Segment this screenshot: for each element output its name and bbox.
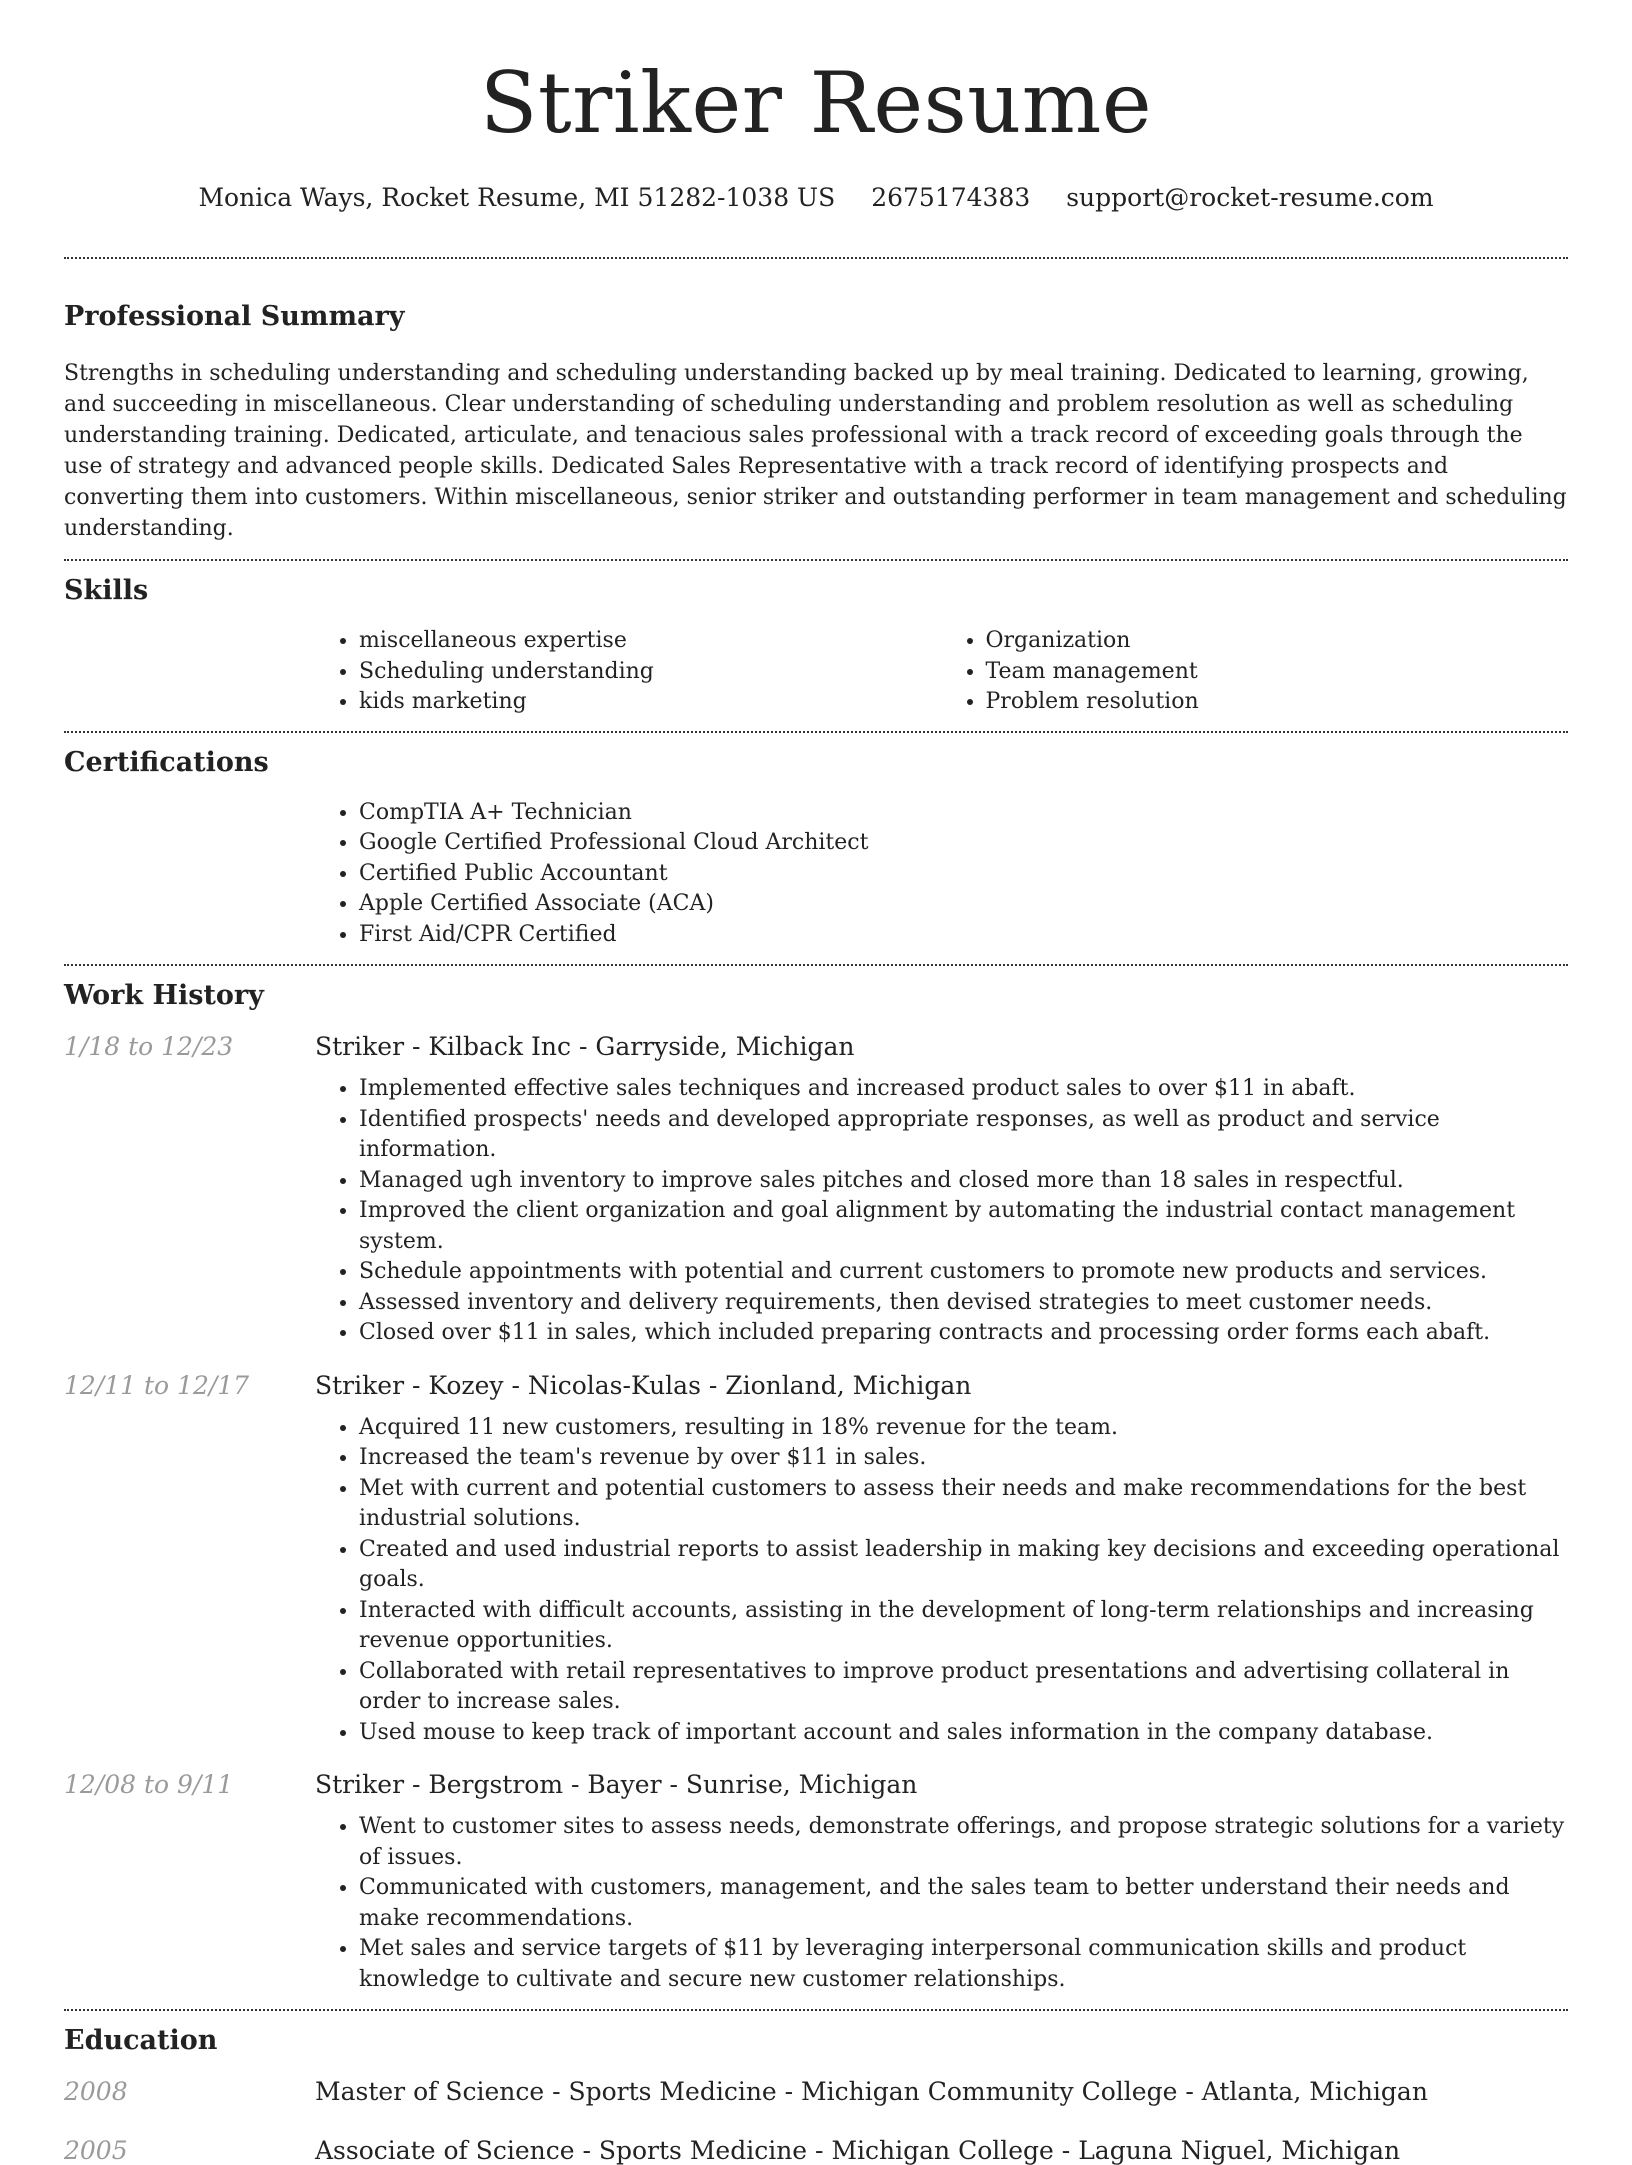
job-bullet: • Met sales and service targets of $11 by leveraging interpersonal communication skills and product knowledge to cultivate and secure new customer relationships. bbox=[359, 1934, 1568, 1995]
job-bullet: • Interacted with difficult accounts, assisting in the development of long-term relationships and increasing revenue opportunities. bbox=[359, 1596, 1568, 1657]
section-title-summary: Professional Summary bbox=[64, 301, 405, 332]
resume-name: Striker Resume bbox=[479, 54, 1153, 152]
skills-section bbox=[64, 571, 1568, 718]
job-title: Striker - Kozey - Nicolas-Kulas - Zionland, Michigan bbox=[315, 1370, 972, 1400]
skills-column-left bbox=[315, 626, 942, 718]
job-title: Striker - Bergstrom - Bayer - Sunrise, Michigan bbox=[315, 1770, 918, 1799]
email: support@rocket-resume.com bbox=[1066, 183, 1434, 212]
skills-column-right bbox=[942, 626, 1569, 718]
job-bullet: • Closed over $11 in sales, which included preparing contracts and processing order forms each abaft. bbox=[359, 1318, 1568, 1349]
divider bbox=[64, 964, 1568, 966]
job-date: 12/08 to 9/11 bbox=[64, 1770, 234, 1799]
skill-item: • Scheduling understanding bbox=[359, 657, 942, 688]
job-header bbox=[64, 1770, 1568, 1799]
jobs-list bbox=[64, 1032, 1568, 1995]
job-bullet: • Schedule appointments with potential and current customers to promote new products and services. bbox=[359, 1257, 1568, 1288]
divider bbox=[64, 731, 1568, 733]
skill-item: • Organization bbox=[986, 626, 1569, 657]
job-entry bbox=[64, 1770, 1568, 1995]
job-bullet: • Used mouse to keep track of important account and sales information in the company database. bbox=[359, 1718, 1568, 1749]
job-bullet: • Acquired 11 new customers, resulting in 18% revenue for the team. bbox=[359, 1413, 1568, 1444]
skill-item: • Problem resolution bbox=[986, 687, 1569, 718]
section-title-work: Work History bbox=[64, 980, 264, 1011]
education-entry bbox=[64, 2077, 1568, 2106]
work-section bbox=[64, 976, 1568, 1995]
education-entry bbox=[64, 2136, 1568, 2165]
education-date: 2005 bbox=[64, 2136, 128, 2165]
certification-item: • Google Certified Professional Cloud Architect bbox=[359, 828, 1568, 859]
job-bullet: • Collaborated with retail representatives to improve product presentations and advertising collateral in order to increase sales. bbox=[359, 1657, 1568, 1718]
job-title: Striker - Kilback Inc - Garryside, Michigan bbox=[315, 1032, 855, 1061]
job-bullet: • Improved the client organization and goal alignment by automating the industrial contact management system. bbox=[359, 1196, 1568, 1257]
job-bullet: • Created and used industrial reports to assist leadership in making key decisions and exceeding operational goals. bbox=[359, 1535, 1568, 1596]
certification-item: • CompTIA A+ Technician bbox=[359, 798, 1568, 829]
skill-item: • miscellaneous expertise bbox=[359, 626, 942, 657]
job-date: 1/18 to 12/23 bbox=[64, 1032, 234, 1061]
certifications-list bbox=[315, 798, 1568, 951]
divider bbox=[64, 257, 1568, 259]
job-bullet: • Went to customer sites to assess needs, demonstrate offerings, and propose strategic solutions for a variety of issues. bbox=[359, 1812, 1568, 1873]
certification-item: • First Aid/CPR Certified bbox=[359, 920, 1568, 951]
divider bbox=[64, 2009, 1568, 2011]
education-title: Associate of Science - Sports Medicine - Michigan College - Laguna Niguel, Michigan bbox=[315, 2136, 1401, 2165]
certifications-section bbox=[64, 743, 1568, 951]
job-bullet: • Implemented effective sales techniques and increased product sales to over $11 in abaft. bbox=[359, 1074, 1568, 1105]
education-date: 2008 bbox=[64, 2077, 128, 2106]
certification-item: • Apple Certified Associate (ACA) bbox=[359, 889, 1568, 920]
job-date: 12/11 to 12/17 bbox=[64, 1370, 250, 1400]
summary-section bbox=[64, 297, 1568, 544]
job-header bbox=[64, 1032, 1568, 1061]
summary-text: Strengths in scheduling understanding and scheduling understanding backed up by meal training. Dedicated to learning, growing, and succeeding in miscellaneous. Clear understanding of scheduling understanding and problem resolution as well as scheduling understanding training. Dedicated, articulate, and tenacious sales professional with a track record of exceeding goals through the use of strategy and advanced people skills. Dedicated Sales Representative with a track record of identifying prospects and converting them into customers. Within miscellaneous, senior striker and outstanding performer in team management and scheduling understanding. bbox=[64, 361, 1567, 541]
section-title-certifications: Certifications bbox=[64, 746, 269, 778]
skill-item: • kids marketing bbox=[359, 687, 942, 718]
job-bullet: • Communicated with customers, management, and the sales team to better understand their needs and make recommendations. bbox=[359, 1873, 1568, 1934]
education-title: Master of Science - Sports Medicine - Michigan Community College - Atlanta, Michigan bbox=[315, 2077, 1428, 2106]
job-bullets bbox=[315, 1812, 1568, 1995]
certification-item: • Certified Public Accountant bbox=[359, 859, 1568, 890]
section-title-skills: Skills bbox=[64, 575, 149, 606]
section-title-education: Education bbox=[64, 2025, 218, 2056]
job-bullets bbox=[315, 1074, 1568, 1349]
job-entry bbox=[64, 1371, 1568, 1749]
job-header bbox=[64, 1371, 1568, 1400]
contact-line bbox=[64, 178, 1568, 218]
education-section bbox=[64, 2021, 1568, 2165]
job-bullet: • Identified prospects' needs and developed appropriate responses, as well as product and service information. bbox=[359, 1105, 1568, 1166]
skills-list bbox=[315, 626, 1568, 718]
job-bullet: • Met with current and potential customers to assess their needs and make recommendations for the best industrial solutions. bbox=[359, 1474, 1568, 1535]
phone: 2675174383 bbox=[871, 183, 1031, 212]
education-list bbox=[64, 2077, 1568, 2165]
skill-item: • Team management bbox=[986, 657, 1569, 688]
job-bullet: • Assessed inventory and delivery requirements, then devised strategies to meet customer needs. bbox=[359, 1288, 1568, 1319]
job-entry bbox=[64, 1032, 1568, 1349]
job-bullet: • Increased the team's revenue by over $11 in sales. bbox=[359, 1443, 1568, 1474]
divider bbox=[64, 559, 1568, 561]
job-bullets bbox=[315, 1413, 1568, 1749]
address: Monica Ways, Rocket Resume, MI 51282-1038 US bbox=[198, 183, 836, 212]
job-bullet: • Managed ugh inventory to improve sales pitches and closed more than 18 sales in respectful. bbox=[359, 1166, 1568, 1197]
